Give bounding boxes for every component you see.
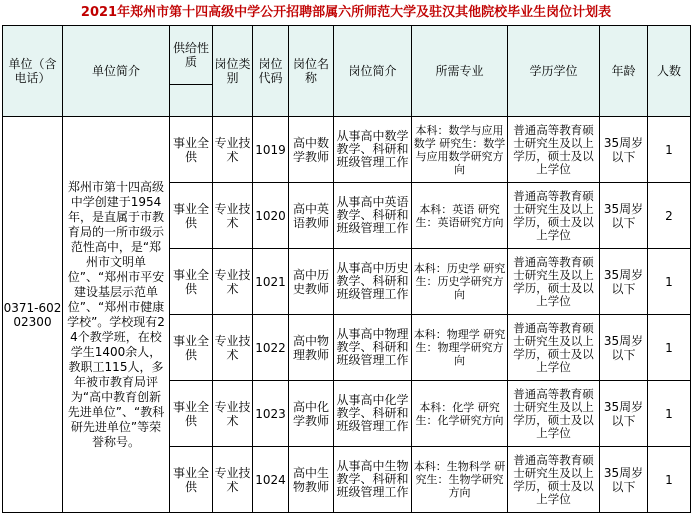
age-cell: 35周岁以下 [600, 381, 648, 447]
count-cell: 1 [648, 381, 691, 447]
unit-phone-cell: 0371-60202300 [3, 117, 63, 513]
header-row [3, 26, 691, 85]
post-intro-cell: 从事高中数学教学、科研和班级管理工作 [334, 117, 412, 183]
header-unit: 单位（含电话） [3, 26, 63, 117]
position-table [2, 25, 691, 513]
post-code-cell: 1020 [253, 183, 289, 249]
major-cell: 本科：生物科学 研究生：生物学研究方向 [412, 447, 508, 513]
count-cell: 2 [648, 183, 691, 249]
post-name-cell: 高中化学教师 [289, 381, 334, 447]
post-intro-cell: 从事高中物理教学、科研和班级管理工作 [334, 315, 412, 381]
post-code-cell: 1023 [253, 381, 289, 447]
degree-cell: 普通高等教育硕士研究生及以上学历，硕士及以上学位 [508, 117, 600, 183]
major-cell: 本科：历史学 研究生：历史学研究方向 [412, 249, 508, 315]
age-cell: 35周岁以下 [600, 183, 648, 249]
major-cell: 本科：化学 研究生：化学研究方向 [412, 381, 508, 447]
post-name-cell: 高中历史教师 [289, 249, 334, 315]
supply-cell: 事业全供 [170, 183, 213, 249]
page-title: 2021年郑州市第十四高级中学公开招聘部属六所师范大学及驻汉其他院校毕业生岗位计划表 [80, 5, 612, 20]
count-cell: 1 [648, 249, 691, 315]
table-row [3, 117, 691, 183]
age-cell: 35周岁以下 [600, 315, 648, 381]
post-type-cell: 专业技术 [213, 315, 253, 381]
supply-cell: 事业全供 [170, 381, 213, 447]
header-degree: 学历学位 [508, 26, 600, 117]
count-cell: 1 [648, 117, 691, 183]
post-intro-cell: 从事高中历史教学、科研和班级管理工作 [334, 249, 412, 315]
post-code-cell: 1021 [253, 249, 289, 315]
post-type-cell: 专业技术 [213, 447, 253, 513]
count-cell: 1 [648, 315, 691, 381]
degree-cell: 普通高等教育硕士研究生及以上学历，硕士及以上学位 [508, 447, 600, 513]
degree-cell: 普通高等教育硕士研究生及以上学历，硕士及以上学位 [508, 249, 600, 315]
post-intro-cell: 从事高中英语教学、科研和班级管理工作 [334, 183, 412, 249]
post-code-cell: 1019 [253, 117, 289, 183]
supply-cell: 事业全供 [170, 315, 213, 381]
major-cell: 本科：英语 研究生：英语研究方向 [412, 183, 508, 249]
major-cell: 本科：物理学 研究生：物理学研究方向 [412, 315, 508, 381]
supply-cell: 事业全供 [170, 249, 213, 315]
degree-cell: 普通高等教育硕士研究生及以上学历，硕士及以上学位 [508, 381, 600, 447]
header-intro: 单位简介 [63, 26, 170, 117]
post-name-cell: 高中英语教师 [289, 183, 334, 249]
degree-cell: 普通高等教育硕士研究生及以上学历，硕士及以上学位 [508, 183, 600, 249]
post-code-cell: 1024 [253, 447, 289, 513]
post-code-cell: 1022 [253, 315, 289, 381]
age-cell: 35周岁以下 [600, 117, 648, 183]
post-type-cell: 专业技术 [213, 117, 253, 183]
post-name-cell: 高中物理教师 [289, 315, 334, 381]
header-post-intro: 岗位简介 [334, 26, 412, 117]
age-cell: 35周岁以下 [600, 249, 648, 315]
header-supply-spacer [170, 85, 213, 117]
header-supply: 供给性质 [170, 26, 213, 85]
post-type-cell: 专业技术 [213, 249, 253, 315]
header-age: 年龄 [600, 26, 648, 117]
unit-intro-cell: 郑州市第十四高级中学创建于1954年，是直属于市教育局的一所市级示范性高中，是“郑州市文明单位”、“郑州市平安建设基层示范单位”、“郑州市健康学校”。学校现有24个教学班，在校学生1400余人，教职工115人，多年被市教育局评为“高中教育创新先进单位”、“教科研先进单位”等荣誉称号。 [63, 117, 170, 513]
age-cell: 35周岁以下 [600, 447, 648, 513]
major-cell: 本科：数学与应用数学 研究生：数学与应用数学研究方向 [412, 117, 508, 183]
post-type-cell: 专业技术 [213, 381, 253, 447]
count-cell: 1 [648, 447, 691, 513]
post-type-cell: 专业技术 [213, 183, 253, 249]
header-major: 所需专业 [412, 26, 508, 117]
post-intro-cell: 从事高中生物教学、科研和班级管理工作 [334, 447, 412, 513]
post-intro-cell: 从事高中化学教学、科研和班级管理工作 [334, 381, 412, 447]
header-post-type: 岗位类别 [213, 26, 253, 117]
post-name-cell: 高中生物教师 [289, 447, 334, 513]
supply-cell: 事业全供 [170, 117, 213, 183]
header-post-name: 岗位名称 [289, 26, 334, 117]
header-count: 人数 [648, 26, 691, 117]
supply-cell: 事业全供 [170, 447, 213, 513]
header-post-code: 岗位代码 [253, 26, 289, 117]
post-name-cell: 高中数学教师 [289, 117, 334, 183]
degree-cell: 普通高等教育硕士研究生及以上学历，硕士及以上学位 [508, 315, 600, 381]
